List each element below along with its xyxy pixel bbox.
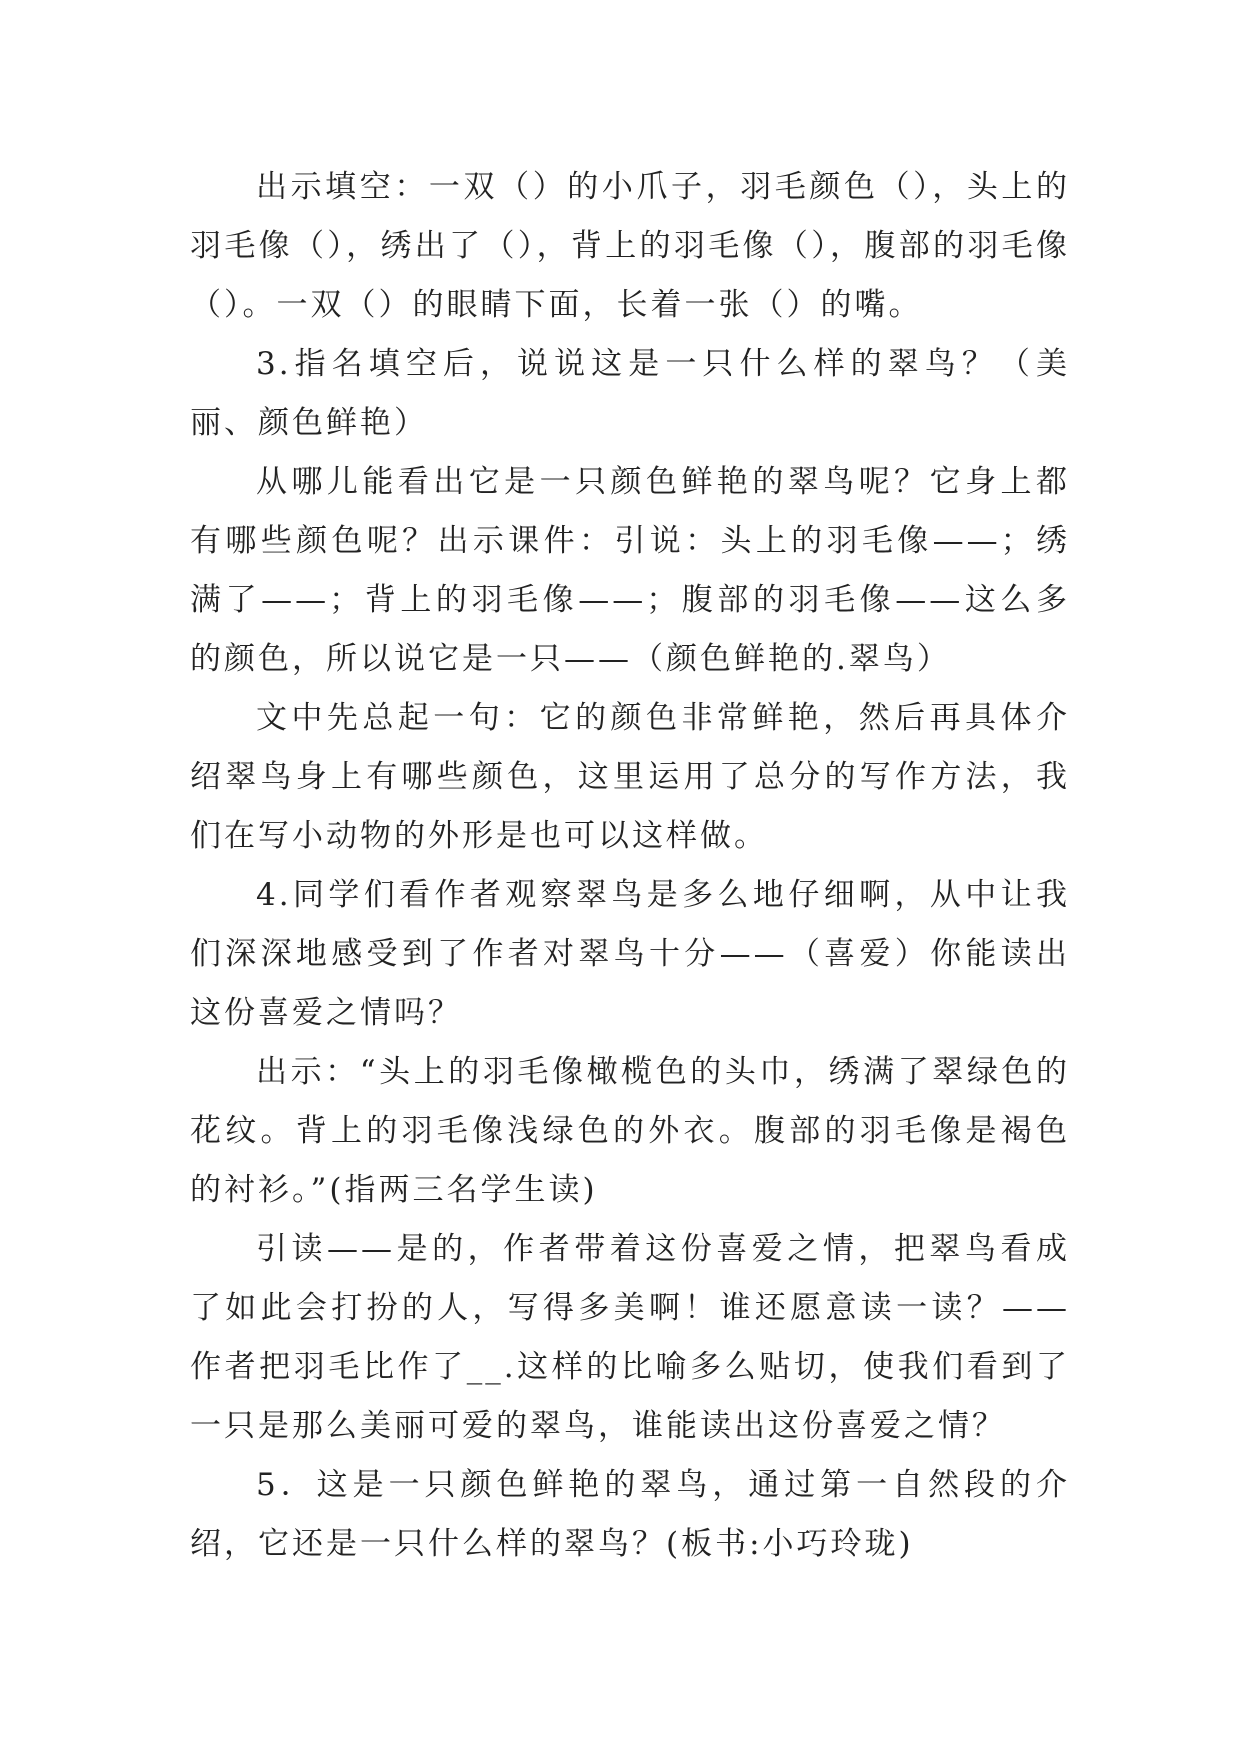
paragraph-writing-method: 文中先总起一句：它的颜色非常鲜艳，然后再具体介绍翠鸟身上有哪些颜色，这里运用了总分的写作方法，我们在写小动物的外形是也可以这样做。 xyxy=(190,700,1070,854)
paragraph-quote-display: 出示：“头上的羽毛像橄榄色的头巾，绣满了翠绿色的花纹。背上的羽毛像浅绿色的外衣。腹部的羽毛像是褐色的衬衫。”(指两三名学生读) xyxy=(190,1054,1070,1208)
document-body xyxy=(190,158,1070,1574)
paragraph-step-5: 5．这是一只颜色鲜艳的翠鸟，通过第一自然段的介绍，它还是一只什么样的翠鸟？(板书:小巧玲珑) xyxy=(190,1467,1070,1562)
paragraph-step-3: 3.指名填空后，说说这是一只什么样的翠鸟？（美丽、颜色鲜艳） xyxy=(190,346,1070,441)
paragraph-step-4: 4.同学们看作者观察翠鸟是多么地仔细啊，从中让我们深深地感受到了作者对翠鸟十分——（喜爱）你能读出这份喜爱之情吗？ xyxy=(190,877,1070,1031)
paragraph-colors-question: 从哪儿能看出它是一只颜色鲜艳的翠鸟呢？它身上都有哪些颜色呢？出示课件：引说：头上的羽毛像——；绣满了——；背上的羽毛像——；腹部的羽毛像——这么多的颜色，所以说它是一只——（颜色鲜艳的.翠鸟） xyxy=(190,464,1070,677)
paragraph-guided-reading: 引读——是的，作者带着这份喜爱之情，把翠鸟看成了如此会打扮的人，写得多美啊！谁还愿意读一读？——作者把羽毛比作了__.这样的比喻多么贴切，使我们看到了一只是那么美丽可爱的翠鸟，谁能读出这份喜爱之情？ xyxy=(190,1231,1070,1444)
paragraph-fill-blank-prompt: 出示填空：一双（）的小爪子，羽毛颜色（），头上的羽毛像（），绣出了（），背上的羽毛像（），腹部的羽毛像（）。一双（）的眼睛下面，长着一张（）的嘴。 xyxy=(190,169,1070,323)
